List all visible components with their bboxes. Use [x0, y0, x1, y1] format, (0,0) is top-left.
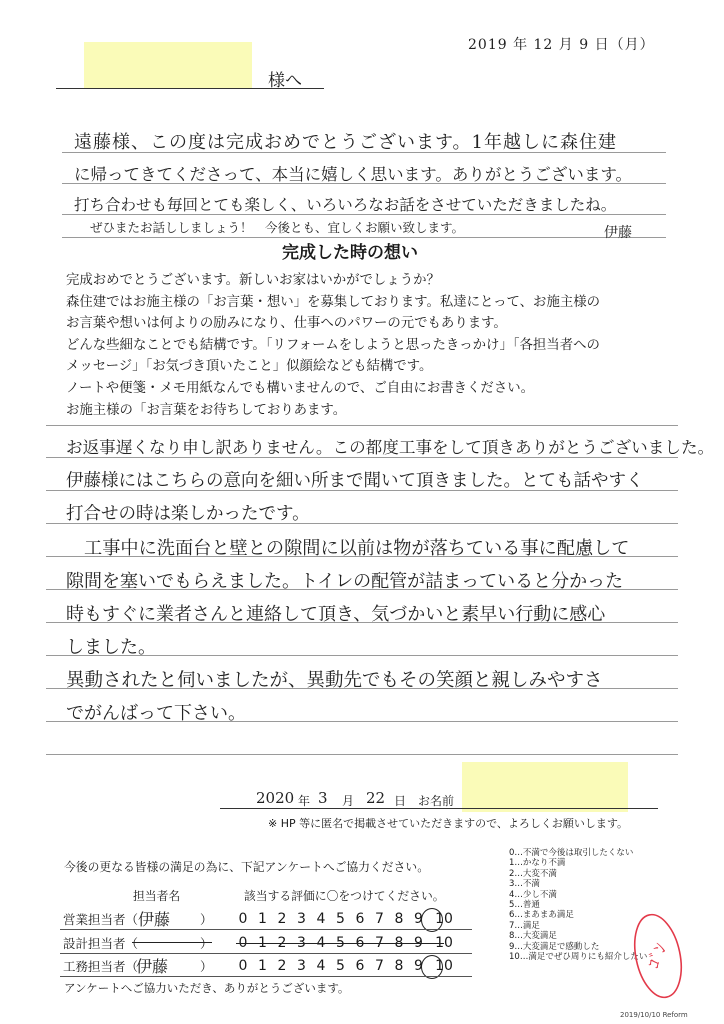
intro-line: お言葉や想いは何よりの励みになり、仕事へのパワーの元でもあります。	[66, 316, 507, 332]
scale-item: 3…不満	[509, 879, 540, 890]
score-10[interactable]: 10	[435, 935, 453, 951]
score-4[interactable]: 4	[316, 958, 326, 974]
score-4[interactable]: 4	[316, 935, 326, 951]
survey	[0, 840, 724, 1024]
signoff-month-unit: 月	[342, 794, 355, 808]
survey-role: 設計担当者（	[63, 936, 139, 951]
survey-staff-name: 伊藤	[138, 910, 171, 929]
intro-line: 森住建ではお施主様の「お言葉・想い」を募集しております。私達にとって、お施主様の	[66, 294, 601, 310]
staff-column-header: 担当者名	[133, 889, 181, 903]
score-7[interactable]: 7	[375, 958, 384, 974]
strike-through-scores	[236, 943, 444, 944]
signoff-day: 22	[366, 789, 386, 807]
score-10[interactable]: 10	[435, 958, 453, 974]
score-5[interactable]: 5	[336, 911, 345, 927]
scale-item: 8…大変満足	[509, 931, 557, 942]
score-8[interactable]: 8	[394, 958, 404, 974]
survey-intro: 今後の更なる皆様の満足の為に、下記アンケートへご協力ください。	[64, 860, 429, 874]
signoff-year-unit: 年	[298, 794, 311, 808]
scale-item: 9…大変満足で感動した	[509, 941, 600, 952]
scale-item: 2…大変不満	[509, 868, 557, 879]
survey-role: 営業担当者（	[63, 912, 139, 927]
score-3[interactable]: 3	[297, 935, 306, 951]
stamp-text: ｺﾞﾝ	[644, 940, 672, 972]
score-6[interactable]: 6	[355, 935, 365, 951]
score-2[interactable]: 2	[277, 958, 287, 974]
survey-thanks: アンケートへご協力いただき、ありがとうございます。	[64, 981, 350, 995]
score-8[interactable]: 8	[394, 911, 404, 927]
customer-message-line: お返事遅くなり申し訳ありません。この都度工事をして頂きありがとうございました。	[66, 438, 715, 457]
score-5[interactable]: 5	[336, 958, 345, 974]
staff-message-line: 遠藤様、この度は完成おめでとうございます。1年越しに森住建	[74, 132, 618, 153]
score-5[interactable]: 5	[336, 935, 345, 951]
score-0[interactable]: 0	[238, 958, 248, 974]
red-check-stamp-icon	[624, 898, 694, 1014]
salutation: 様へ	[268, 71, 302, 91]
survey-role-close: ）	[200, 959, 213, 974]
scale-item: 1…かなり不満	[509, 858, 566, 869]
intro-line: お施主様の「お言葉をお待ちしておりあます。	[66, 402, 347, 418]
scale-item: 6…まあまあ満足	[509, 910, 574, 921]
score-3[interactable]: 3	[297, 958, 306, 974]
customer-message-line: 異動されたと伺いましたが、異動先でもその笑顔と親しみやすさ	[66, 670, 603, 691]
customer-message-line: しました。	[66, 637, 156, 658]
signoff-month: 3	[318, 789, 328, 807]
survey-role: 工務担当者（	[63, 959, 139, 974]
score-6[interactable]: 6	[355, 911, 365, 927]
score-9[interactable]: 9	[414, 958, 423, 974]
scale-item: 4…少し不満	[509, 889, 557, 900]
rating-column-header: 該当する評価に〇をつけてください。	[244, 889, 445, 903]
customer-message-line: 時もすぐに業者さんと連絡して頂き、気づかいと素早い行動に感心	[66, 604, 606, 625]
intro-line: どんな些細なことでも結構です。「リフォームをしようと思ったきっかけ」「各担当者への	[66, 337, 600, 353]
redacted-signer-name	[462, 762, 628, 812]
scale-item: 10…満足でぜひ周りにも紹介したい	[509, 952, 648, 963]
customer-message-line: 工事中に洗面台と壁との隙間に以前は物が落ちている事に配慮して	[84, 538, 630, 559]
score-9[interactable]: 9	[414, 935, 423, 951]
score-8[interactable]: 8	[394, 935, 404, 951]
score-9[interactable]: 9	[414, 911, 423, 927]
signoff-day-unit: 日	[394, 794, 407, 808]
score-4[interactable]: 4	[316, 911, 326, 927]
scale-item: 7…満足	[509, 920, 540, 931]
score-7[interactable]: 7	[375, 935, 384, 951]
intro-line: ノートや便箋・メモ用紙なんでも構いませんので、ご自由にお書きください。	[66, 380, 534, 396]
form-title: 完成した時の想い	[282, 243, 418, 263]
staff-signature: 伊藤	[604, 225, 632, 241]
score-scale	[236, 935, 466, 953]
strike-through-name	[132, 942, 212, 943]
score-1[interactable]: 1	[258, 958, 267, 974]
score-2[interactable]: 2	[277, 911, 287, 927]
score-3[interactable]: 3	[297, 911, 306, 927]
score-7[interactable]: 7	[375, 911, 384, 927]
scale-item: 5…普通	[509, 900, 540, 911]
name-label: お名前	[418, 794, 455, 808]
score-1[interactable]: 1	[258, 911, 267, 927]
survey-staff-name: 伊藤	[136, 957, 169, 976]
intro-line: 完成おめでとうございます。新しいお家はいかがでしょうか？	[66, 273, 440, 288]
customer-message-line: 隙間を塞いでもらえました。トイレの配管が詰まっていると分かった	[66, 571, 624, 592]
staff-message-line: 打ち合わせも毎回とても楽しく、いろいろなお話をさせていただきましたね。	[74, 196, 617, 214]
score-0[interactable]: 0	[238, 911, 248, 927]
scale-item: 0…不満で今後は取引したくない	[509, 848, 634, 858]
score-2[interactable]: 2	[277, 935, 287, 951]
form-footer: 2019/10/10 Reform	[620, 1011, 688, 1019]
staff-message-line: ぜひまたお話ししましょう！ 今後とも、宜しくお願い致します。	[90, 220, 465, 235]
intro-line: メッセージ」「お気づき頂いたこと」似顔絵なども結構です。	[66, 359, 433, 375]
score-1[interactable]: 1	[258, 935, 267, 951]
score-0[interactable]: 0	[238, 935, 248, 951]
score-10[interactable]: 10	[435, 911, 453, 927]
survey-role-close: ）	[200, 912, 213, 927]
score-6[interactable]: 6	[355, 958, 365, 974]
anonymity-note: ※ HP 等に匿名で掲載させていただきますので、よろしくお願いします。	[268, 817, 629, 830]
letter-date: 2019 年 12 月 9 日（月）	[468, 37, 655, 53]
survey-role-close: ）	[200, 936, 213, 951]
staff-message-line: に帰ってきてくださって、本当に嬉しく思います。ありがとうございます。	[74, 165, 633, 184]
customer-message-line: 打合せの時は楽しかったです。	[66, 504, 310, 524]
customer-message-line: 伊藤様にはこちらの意向を細い所まで聞いて頂きました。とても話やすく	[66, 471, 644, 491]
customer-message-line: でがんばって下さい。	[66, 703, 246, 724]
signoff-year: 2020	[256, 789, 295, 807]
